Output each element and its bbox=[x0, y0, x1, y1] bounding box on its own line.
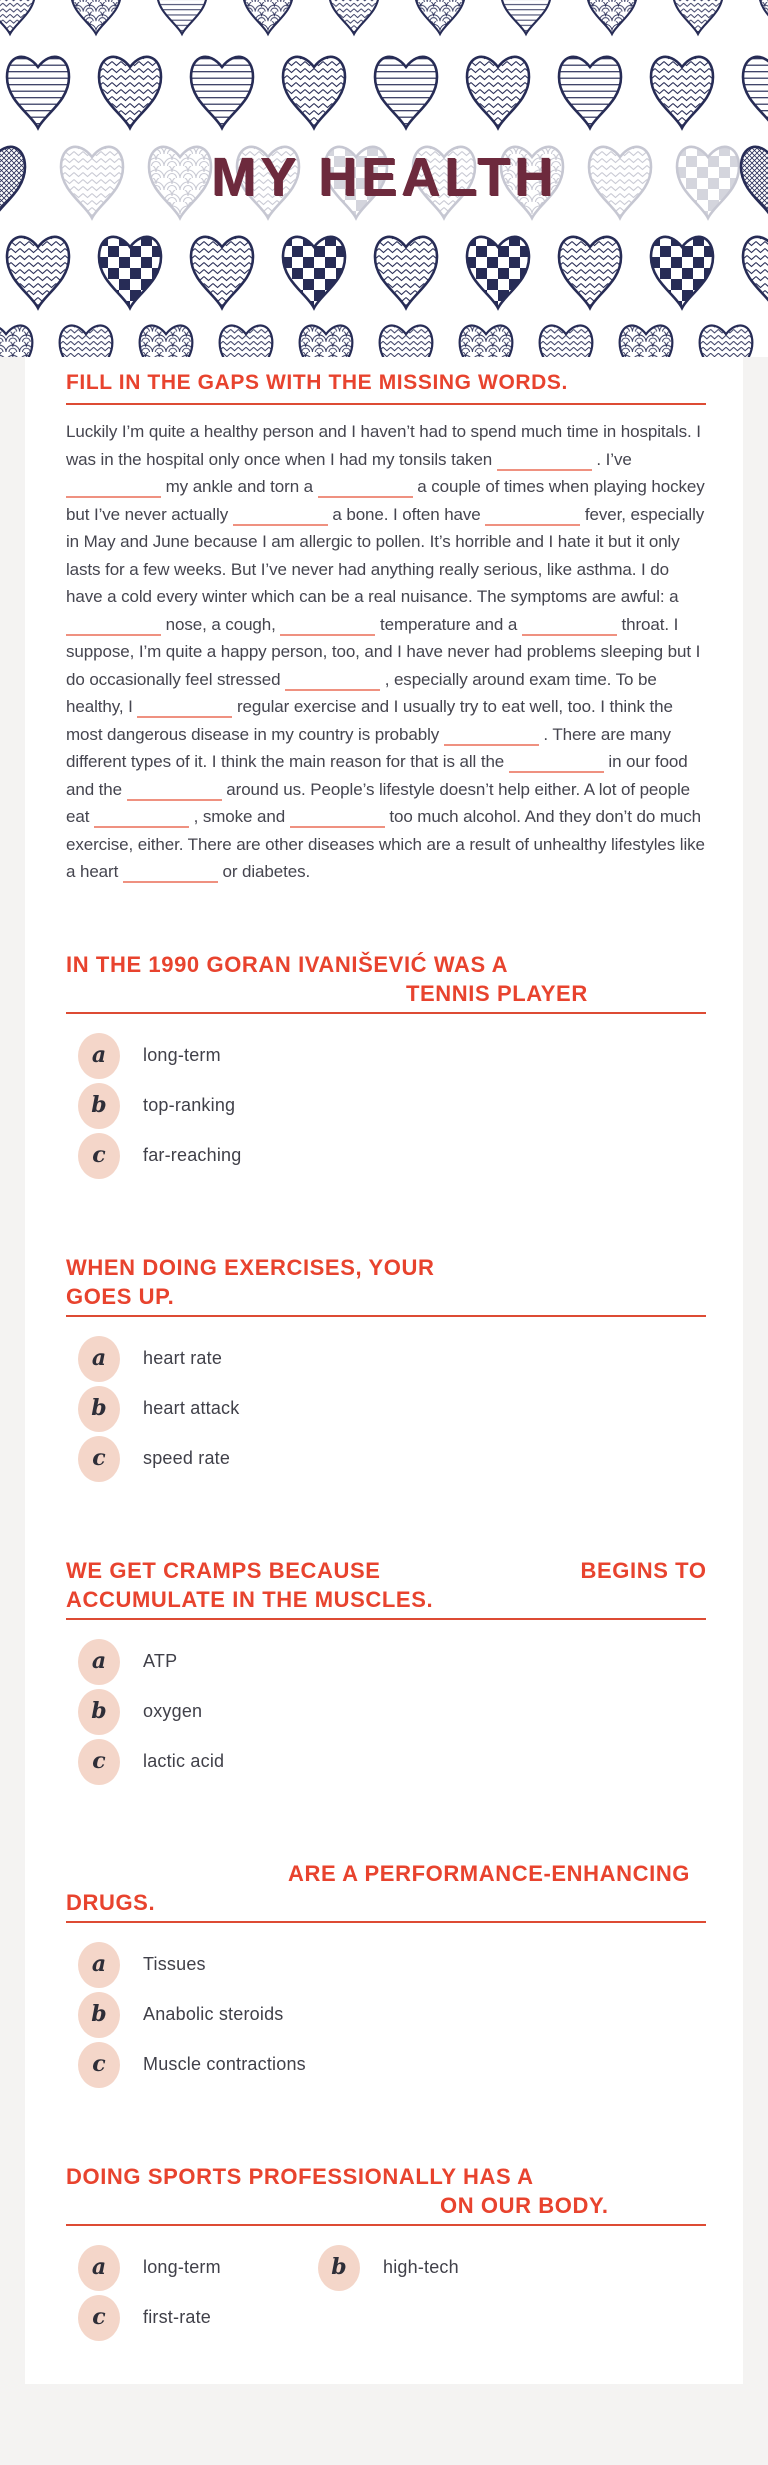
option-label: Muscle contractions bbox=[143, 2054, 306, 2074]
options-list bbox=[66, 1940, 706, 2090]
answer-blank[interactable] bbox=[123, 863, 218, 883]
answer-blank[interactable] bbox=[497, 451, 592, 471]
heading-gap bbox=[381, 1577, 581, 1578]
question-q3 bbox=[66, 1556, 706, 1787]
option-c[interactable] bbox=[66, 2040, 706, 2090]
answer-blank[interactable] bbox=[66, 478, 161, 498]
option-b[interactable] bbox=[66, 1384, 706, 1434]
option-letter-badge: a bbox=[78, 2245, 120, 2291]
page-title: MY HEALTH bbox=[211, 147, 557, 207]
answer-blank[interactable] bbox=[66, 616, 161, 636]
answer-blank[interactable] bbox=[233, 506, 328, 526]
option-b[interactable] bbox=[306, 2243, 546, 2293]
option-label: first-rate bbox=[143, 2307, 212, 2327]
answer-blank[interactable] bbox=[509, 753, 604, 773]
answer-blank[interactable] bbox=[485, 506, 580, 526]
question-q1 bbox=[66, 950, 706, 1181]
heading-gap bbox=[66, 2212, 440, 2213]
section-divider bbox=[66, 403, 706, 405]
question-q2 bbox=[66, 1253, 706, 1484]
option-label: heart attack bbox=[143, 1398, 240, 1418]
option-label: ATP bbox=[143, 1651, 178, 1671]
heading-gap bbox=[66, 1880, 288, 1881]
section-divider bbox=[66, 2224, 706, 2226]
answer-blank[interactable] bbox=[127, 781, 222, 801]
questions-container bbox=[66, 950, 706, 2343]
section-divider bbox=[66, 1921, 706, 1923]
option-a[interactable] bbox=[66, 1334, 706, 1384]
option-letter-badge: b bbox=[78, 1689, 120, 1735]
option-label: top-ranking bbox=[143, 1095, 236, 1115]
option-letter-badge: b bbox=[318, 2245, 360, 2291]
option-label: oxygen bbox=[143, 1701, 203, 1721]
question-q4 bbox=[66, 1859, 706, 2090]
answer-blank[interactable] bbox=[94, 808, 189, 828]
question-q5 bbox=[66, 2162, 706, 2343]
option-letter-badge: b bbox=[78, 1992, 120, 2038]
option-b[interactable] bbox=[66, 1081, 706, 1131]
answer-blank[interactable] bbox=[318, 478, 413, 498]
answer-blank[interactable] bbox=[280, 616, 375, 636]
section-divider bbox=[66, 1618, 706, 1620]
answer-blank[interactable] bbox=[444, 726, 539, 746]
section-divider bbox=[66, 1012, 706, 1014]
gap-fill-paragraph: Luckily I’m quite a healthy person and I haven’t had to spend much time in hospitals. I was in the hospital only once when I had my tonsils taken . I’ve my ankle and torn a a couple of times when playing hockey but I’ve never actually a bone. I often have fever, especially in May and June because I am allergic to pollen. It’s horrible and I hate it but it only lasts for a few weeks. But I’ve never had anything really serious, like asthma. I do have a cold every winter which can be a real nuisance. The symptoms are awful: a nose, a cough, temperature and a throat. I suppose, I’m quite a happy person, too, and I have never had problems sleeping but I do occasionally feel stressed , especially around exam time. To be healthy, I regular exercise and I usually try to eat well, too. I think the most dangerous disease in my country is probably . There are many different types of it. I think the main reason for that is all the in our food and the around us. People’s lifestyle doesn’t help either. A lot of people eat , smoke and too much alcohol. And they don’t do much exercise, either. There are other diseases which are a result of unhealthy lifestyles like a heart or diabetes. bbox=[66, 422, 705, 881]
answer-blank[interactable] bbox=[290, 808, 385, 828]
gap-fill-heading: FILL IN THE GAPS WITH THE MISSING WORDS. bbox=[66, 371, 568, 394]
option-label: Anabolic steroids bbox=[143, 2004, 284, 2024]
option-label: far-reaching bbox=[143, 1145, 242, 1165]
option-a[interactable] bbox=[66, 1031, 706, 1081]
options-list bbox=[66, 1334, 706, 1484]
option-label: heart rate bbox=[143, 1348, 223, 1368]
options-list bbox=[66, 1031, 706, 1181]
question-heading: WHEN DOING EXERCISES, YOUR GOES UP. bbox=[66, 1254, 435, 1309]
option-a[interactable] bbox=[66, 1637, 706, 1687]
option-letter-badge: a bbox=[78, 1033, 120, 1079]
option-c[interactable] bbox=[66, 2293, 306, 2343]
option-letter-badge: a bbox=[78, 1639, 120, 1685]
gap-fill-section bbox=[66, 370, 706, 886]
option-letter-badge: c bbox=[78, 1436, 120, 1482]
option-letter-badge: c bbox=[78, 1133, 120, 1179]
option-b[interactable] bbox=[66, 1687, 706, 1737]
option-letter-badge: b bbox=[78, 1386, 120, 1432]
option-a[interactable] bbox=[66, 1940, 706, 1990]
section-divider bbox=[66, 1315, 706, 1317]
option-label: Tissues bbox=[143, 1954, 206, 1974]
worksheet-card bbox=[25, 357, 743, 2384]
option-letter-badge: a bbox=[78, 1336, 120, 1382]
question-heading: ARE A PERFORMANCE-ENHANCING DRUGS. bbox=[66, 1860, 691, 1915]
answer-blank[interactable] bbox=[285, 671, 380, 691]
options-list bbox=[66, 2243, 706, 2343]
option-label: long-term bbox=[143, 1045, 221, 1065]
heading-gap bbox=[66, 1000, 406, 1001]
answer-blank[interactable] bbox=[137, 698, 232, 718]
option-label: speed rate bbox=[143, 1448, 231, 1468]
option-label: lactic acid bbox=[143, 1751, 225, 1771]
header-banner bbox=[0, 0, 768, 357]
option-c[interactable] bbox=[66, 1737, 706, 1787]
options-list bbox=[66, 1637, 706, 1787]
option-letter-badge: c bbox=[78, 1739, 120, 1785]
option-label: long-term bbox=[143, 2257, 221, 2277]
question-heading: IN THE 1990 GORAN IVANIŠEVIĆ WAS A TENNIS PLAYER bbox=[66, 951, 588, 1006]
option-letter-badge: b bbox=[78, 1083, 120, 1129]
question-heading: WE GET CRAMPS BECAUSE BEGINS TO ACCUMULATE IN THE MUSCLES. bbox=[66, 1557, 707, 1612]
answer-blank[interactable] bbox=[522, 616, 617, 636]
option-b[interactable] bbox=[66, 1990, 706, 2040]
option-a[interactable] bbox=[66, 2243, 306, 2293]
question-heading: DOING SPORTS PROFESSIONALLY HAS A ON OUR BODY. bbox=[66, 2163, 609, 2218]
option-letter-badge: a bbox=[78, 1942, 120, 1988]
option-letter-badge: c bbox=[78, 2042, 120, 2088]
option-c[interactable] bbox=[66, 1131, 706, 1181]
option-c[interactable] bbox=[66, 1434, 706, 1484]
option-label: high-tech bbox=[383, 2257, 459, 2277]
option-letter-badge: c bbox=[78, 2295, 120, 2341]
